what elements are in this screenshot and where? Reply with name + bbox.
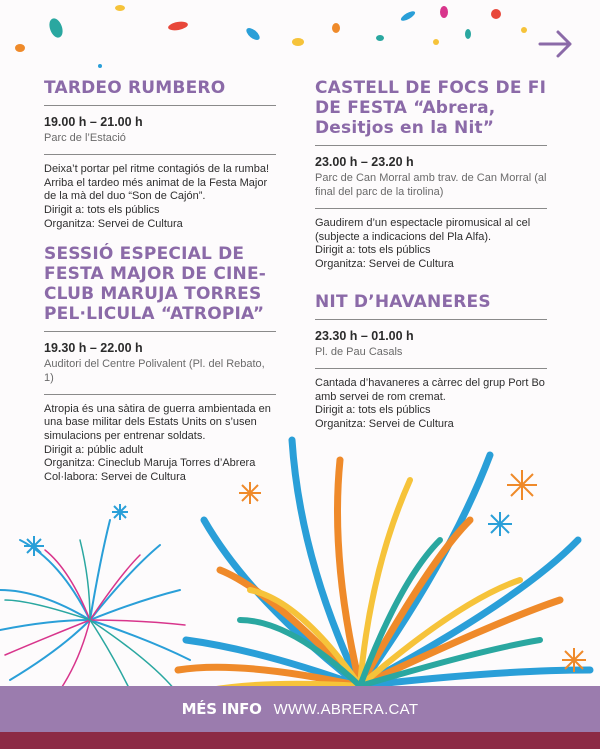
more-info-label: MÉS INFO xyxy=(181,700,262,718)
event-audience: Dirigit a: tots els públics xyxy=(44,204,160,217)
event-audience: Dirigit a: públic adult xyxy=(44,443,144,456)
event-title: SESSIÓ ESPECIAL DE FESTA MAJOR DE CINE-CLUB MARUJA TORRES PEL·LICULA “ATROPIA” xyxy=(44,244,276,332)
event-organizer: Organitza: Servei de Cultura xyxy=(44,217,183,230)
event-time: 23.00 h – 23.20 h xyxy=(315,155,414,169)
right-column xyxy=(315,78,547,448)
event-time: 23.30 h – 01.00 h xyxy=(315,328,414,343)
bottom-bar xyxy=(0,732,600,749)
left-column xyxy=(44,78,276,501)
event-title: TARDEO RUMBERO xyxy=(44,78,276,106)
event-cineclub xyxy=(44,244,276,485)
event-place: Parc de Can Morral amb trav. de Can Morral (al final del parc de la tirolina) xyxy=(315,171,547,209)
arrow-right-icon[interactable] xyxy=(536,26,576,62)
event-time: 19.30 h – 22.00 h xyxy=(44,340,143,355)
star-burst-blue xyxy=(488,512,512,536)
event-castell-de-focs xyxy=(315,78,547,272)
event-description: Deixa’t portar pel ritme contagiós de la rumba! Arriba el tardeo més animat de la Festa Major de la mà del duo “Son de Cajón”. xyxy=(44,163,269,203)
footer-info-bar xyxy=(0,686,600,732)
event-nit-havaneres xyxy=(315,292,547,432)
event-place: Parc de l’Estació xyxy=(44,131,276,155)
event-tardeo-rumbero xyxy=(44,78,276,232)
event-organizer: Organitza: Servei de Cultura xyxy=(315,258,454,271)
event-description: Gaudirem d’un espectacle piromusical al cel (subjecte a indicacions del Pla Alfa). xyxy=(315,217,531,243)
event-place: Auditori del Centre Polivalent (Pl. del Rebato, 1) xyxy=(44,357,276,395)
event-place: Pl. de Pau Casals xyxy=(315,345,547,369)
event-organizer: Organitza: Cineclub Maruja Torres d’Abrera xyxy=(44,457,256,470)
event-audience: Dirigit a: tots els públics xyxy=(315,404,431,417)
website-link[interactable]: WWW.ABRERA.CAT xyxy=(273,700,419,718)
event-description: Cantada d’havaneres a càrrec del grup Port Bo amb servei de rom cremat. xyxy=(315,376,545,403)
event-audience: Dirigit a: tots els públics xyxy=(315,244,431,257)
event-collaborator: Col·labora: Servei de Cultura xyxy=(44,471,186,484)
event-title: CASTELL DE FOCS DE FI DE FESTA “Abrera, Desitjos en la Nit” xyxy=(315,78,547,146)
event-description: Atropia és una sàtira de guerra ambientada en una base militar dels Estats Units on s’usen simulacions per entrenar soldats. xyxy=(44,402,271,442)
star-burst-left xyxy=(24,504,128,556)
confetti-decoration xyxy=(15,5,527,68)
event-title: NIT D’HAVANERES xyxy=(315,292,547,320)
event-time: 19.00 h – 21.00 h xyxy=(44,115,143,129)
event-organizer: Organitza: Servei de Cultura xyxy=(315,417,454,430)
